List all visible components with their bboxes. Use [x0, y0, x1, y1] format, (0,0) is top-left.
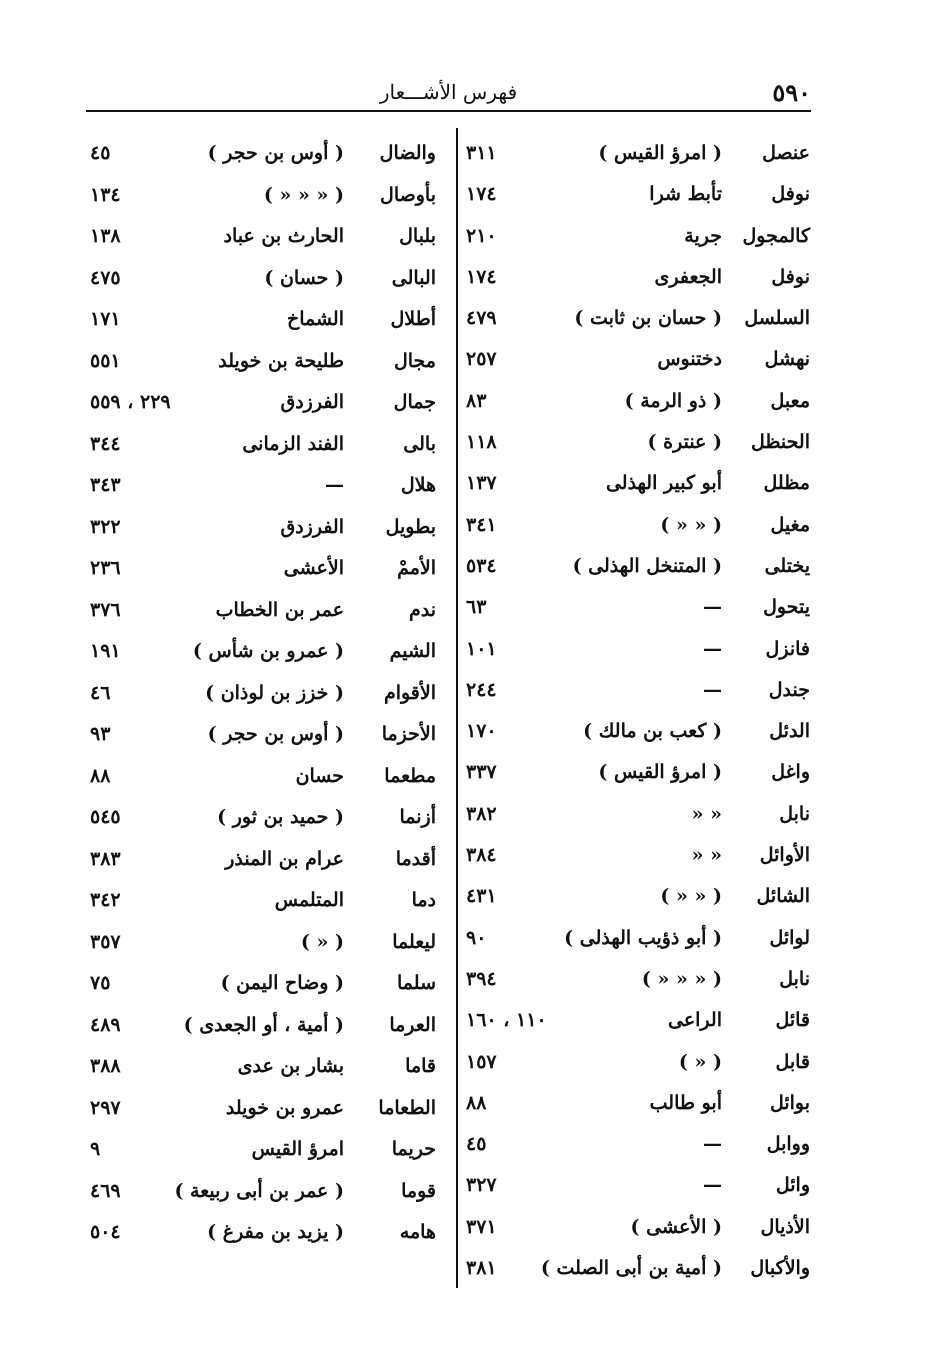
poet-name: — — [703, 678, 722, 701]
poet-name: تأبط شرا — [649, 183, 722, 206]
rhyme-word: أقدما — [395, 847, 436, 870]
rhyme-word: قاما — [405, 1055, 436, 1077]
rhyme-word: بالى — [403, 432, 436, 455]
rhyme-word: أطلال — [390, 308, 436, 330]
rhyme-word: واغل — [771, 761, 810, 784]
page-reference: ١٧٤ — [466, 183, 497, 206]
rhyme-word: يختلى — [764, 554, 810, 577]
index-entry — [460, 505, 810, 546]
page-reference: ٣٤١ — [466, 513, 497, 536]
rhyme-word: نابل — [779, 802, 810, 825]
page-reference: ٣٨٨ — [90, 1055, 121, 1077]
index-entry — [86, 1129, 436, 1171]
rhyme-word: مظلل — [763, 472, 810, 495]
index-entry — [460, 133, 810, 174]
rhyme-word: الدئل — [769, 720, 810, 743]
page-reference: ٦٣ — [466, 596, 487, 619]
poet-name: ( « « « ) — [641, 967, 722, 990]
index-entry — [86, 465, 436, 507]
rhyme-word: فانزل — [765, 637, 810, 660]
poet-name: دختنوس — [657, 348, 722, 371]
page-reference: ٣١١ — [466, 142, 497, 164]
page-reference: ٥٣٤ — [466, 554, 497, 577]
poet-name: ( أوس بن حجر ) — [207, 723, 344, 745]
page-reference: ٤٧٩ — [466, 307, 497, 330]
rhyme-word: الأقوام — [383, 681, 436, 704]
poet-name: — — [703, 1133, 722, 1156]
rhyme-word: ليعلما — [392, 930, 436, 953]
index-entry — [460, 835, 810, 876]
poet-name: عمر بن الخطاب — [215, 598, 344, 621]
index-entry — [86, 424, 436, 466]
poet-name: — — [325, 474, 344, 496]
rhyme-word: هامه — [399, 1221, 436, 1243]
poet-name: الشماخ — [286, 308, 344, 330]
header-rule — [86, 110, 811, 112]
page-number: ٥٩٠ — [772, 78, 811, 107]
index-entry — [460, 794, 810, 835]
index-entry — [460, 1083, 810, 1124]
poet-name: ( حسان ) — [264, 266, 344, 289]
index-entry — [86, 299, 436, 341]
poet-name: ( كعب بن مالك ) — [583, 720, 722, 743]
page-reference: ٢٢٩ ، ٥٥٩ — [90, 391, 171, 413]
index-entry — [460, 1000, 810, 1041]
index-entry — [460, 629, 810, 670]
page-reference: ١٧٠ — [466, 720, 497, 743]
page-reference: ٣٨٣ — [90, 847, 121, 870]
page-reference: ٤٧٥ — [90, 266, 121, 289]
page-reference: ٣٩٤ — [466, 967, 497, 990]
rhyme-word: عنصل — [762, 142, 810, 164]
page-reference: ٣٢٢ — [90, 515, 121, 538]
page-reference: ٣٧١ — [466, 1215, 497, 1238]
page-reference: ١٥٧ — [466, 1050, 497, 1073]
page-reference: ٣٨١ — [466, 1257, 497, 1280]
rhyme-word: الشائل — [756, 885, 810, 908]
index-entry — [86, 673, 436, 715]
index-entry — [460, 298, 810, 339]
poet-name: ( عمر بن أبى ربيعة ) — [174, 1179, 344, 1202]
index-entry — [460, 174, 810, 215]
page-reference: ٣٧٦ — [90, 598, 121, 621]
page-reference: ٣٣٧ — [466, 761, 497, 784]
rhyme-word: نهشل — [764, 348, 810, 371]
poet-name: ( وضاح اليمن ) — [220, 972, 344, 994]
poet-name: — — [703, 1174, 722, 1197]
index-entry — [460, 1124, 810, 1165]
page-reference: ٤٣١ — [466, 885, 497, 908]
poet-name: ( « ) — [678, 1050, 722, 1073]
index-entry — [86, 797, 436, 839]
page-reference: ٢٩٧ — [90, 1096, 121, 1119]
rhyme-word: حريما — [391, 1138, 436, 1160]
poet-name: ( « « « ) — [263, 183, 344, 206]
index-entry — [86, 880, 436, 922]
poet-name: حسان — [295, 764, 344, 787]
rhyme-word: معبل — [770, 389, 810, 412]
poet-name: « « — [691, 844, 722, 867]
index-entry — [86, 258, 436, 300]
rhyme-word: جمال — [393, 391, 436, 413]
page-reference: ٩٠ — [466, 926, 487, 949]
poet-name: عرام بن المنذر — [225, 847, 344, 870]
rhyme-word: الأممْ — [397, 557, 436, 579]
poet-name: جرية — [684, 224, 722, 247]
page-reference: ٣٢٧ — [466, 1174, 497, 1197]
index-entry — [86, 216, 436, 258]
rhyme-word: نوفل — [771, 265, 810, 288]
rhyme-word: الطعاما — [378, 1096, 436, 1119]
index-entry — [86, 382, 436, 424]
page-reference: ١٣٧ — [466, 472, 497, 495]
page-header — [86, 78, 811, 110]
poet-name: أبو كبير الهذلى — [605, 472, 722, 495]
rhyme-word: بأوصال — [380, 183, 436, 206]
index-entry — [86, 1088, 436, 1130]
rhyme-word: لوائل — [769, 926, 810, 949]
index-entry — [86, 756, 436, 798]
poet-name: طليحة بن خويلد — [218, 349, 344, 372]
page-reference: ٣٤٣ — [90, 474, 121, 496]
rhyme-word: مغيل — [770, 513, 810, 536]
page-reference: ١١٠ ، ١٦٠ — [466, 1009, 547, 1032]
page-reference: ٣٨٤ — [466, 844, 497, 867]
rhyme-word: الشيم — [389, 640, 436, 662]
index-entry — [460, 463, 810, 504]
index-entry — [86, 133, 436, 175]
index-column-right — [460, 133, 810, 1289]
poet-name: ( الأعشى ) — [630, 1215, 722, 1238]
index-entry — [460, 381, 810, 422]
index-entry — [86, 714, 436, 756]
page-reference: ٤٨٩ — [90, 1013, 121, 1036]
page-reference: ٤٥ — [466, 1133, 487, 1156]
poet-name: ( « « ) — [660, 513, 722, 536]
page-reference: ٨٣ — [466, 389, 487, 412]
index-entry — [86, 631, 436, 673]
index-entry — [460, 752, 810, 793]
poet-name: الأعشى — [283, 557, 344, 579]
index-entry — [460, 1248, 810, 1289]
page-reference: ١٧١ — [90, 308, 121, 330]
rhyme-word: هلال — [400, 474, 436, 496]
page-reference: ٥٥١ — [90, 349, 121, 372]
rhyme-word: بلبال — [399, 225, 436, 247]
page-reference: ١٣٨ — [90, 225, 121, 247]
poet-name: « « — [691, 802, 722, 825]
poet-name: أبو طالب — [649, 1091, 722, 1114]
running-title: فهرس الأشـــعار — [379, 80, 518, 104]
poet-name: عمرو بن خويلد — [225, 1096, 344, 1119]
index-entry — [460, 1165, 810, 1206]
poet-name: الفند الزمانى — [242, 432, 344, 455]
page-reference: ٥٠٤ — [90, 1221, 121, 1243]
poet-name: ( « « ) — [660, 885, 722, 908]
rhyme-word: قوما — [401, 1179, 436, 1202]
index-entry — [86, 341, 436, 383]
poet-name: بشار بن عدى — [237, 1055, 344, 1077]
rhyme-word: الأذيال — [760, 1215, 810, 1238]
index-entry — [86, 590, 436, 632]
index-entry — [460, 876, 810, 917]
index-entry — [460, 546, 810, 587]
page-reference: ١٧٤ — [466, 265, 497, 288]
page-reference: ٢٤٤ — [466, 678, 497, 701]
index-entry — [86, 507, 436, 549]
page-reference: ٨٨ — [90, 764, 111, 787]
poet-name: الحارث بن عباد — [223, 225, 344, 247]
page-reference: ٣٤٤ — [90, 432, 121, 455]
poet-name: الراعى — [667, 1009, 722, 1032]
page-reference: ٤٥ — [90, 142, 111, 164]
poet-name: ( ذو الرمة ) — [624, 389, 722, 412]
column-divider — [456, 128, 458, 1288]
poet-name: ( أمية ، أو الجعدى ) — [183, 1013, 344, 1036]
page-reference: ٧٥ — [90, 972, 111, 994]
rhyme-word: جندل — [768, 678, 810, 701]
page-reference: ٤٦٩ — [90, 1179, 121, 1202]
page-reference: ٢٥٧ — [466, 348, 497, 371]
index-entry — [86, 548, 436, 590]
index-entry — [460, 216, 810, 257]
poet-name: ( خزز بن لوذان ) — [205, 681, 344, 704]
rhyme-word: سلما — [397, 972, 436, 994]
rhyme-word: قائل — [775, 1009, 810, 1032]
index-entry — [460, 587, 810, 628]
poet-name: الفرزدق — [280, 391, 344, 413]
rhyme-word: العرما — [389, 1013, 436, 1036]
page-reference: ١٩١ — [90, 640, 121, 662]
index-entry — [86, 1212, 436, 1254]
rhyme-word: نوفل — [771, 183, 810, 206]
rhyme-word: ووابل — [766, 1133, 810, 1156]
poet-name: ( أبو ذؤيب الهذلى ) — [564, 926, 722, 949]
poet-name: ( أمية بن أبى الصلت ) — [540, 1257, 722, 1280]
poet-name: ( امرؤ القيس ) — [598, 142, 722, 164]
poet-name: ( عمرو بن شأس ) — [192, 640, 344, 662]
rhyme-word: بوائل — [769, 1091, 810, 1114]
index-entry — [460, 959, 810, 1000]
index-entry — [86, 963, 436, 1005]
rhyme-word: مطعما — [384, 764, 436, 787]
rhyme-word: بطويل — [385, 515, 436, 538]
page-reference: ١٣٤ — [90, 183, 121, 206]
index-entry — [460, 257, 810, 298]
rhyme-word: الحنظل — [750, 431, 810, 454]
index-entry — [460, 1207, 810, 1248]
poet-name: ( يزيد بن مفرغ ) — [207, 1221, 344, 1243]
index-entry — [86, 839, 436, 881]
rhyme-word: يتحول — [763, 596, 810, 619]
page-reference: ٣٨٢ — [466, 802, 497, 825]
page-reference: ٢٣٦ — [90, 557, 121, 579]
rhyme-word: ندم — [408, 598, 436, 621]
poet-name: ( حميد بن ثور ) — [217, 806, 344, 828]
poet-name: الفرزدق — [280, 515, 344, 538]
poet-name: ( امرؤ القيس ) — [598, 761, 722, 784]
page-reference: ٨٨ — [466, 1091, 487, 1114]
rhyme-word: البالى — [391, 266, 436, 289]
poet-name: — — [703, 637, 722, 660]
rhyme-word: أزنما — [399, 806, 436, 828]
page-reference: ١١٨ — [466, 431, 497, 454]
index-entry — [86, 175, 436, 217]
index-entry — [460, 711, 810, 752]
index-entry — [460, 339, 810, 380]
poet-name: المتلمس — [274, 889, 344, 911]
rhyme-word: والضال — [379, 142, 436, 164]
rhyme-word: قابل — [775, 1050, 810, 1073]
page-reference: ٤٦ — [90, 681, 111, 704]
index-entry — [460, 1042, 810, 1083]
poet-name: امرؤ القيس — [251, 1138, 344, 1160]
index-entry — [86, 922, 436, 964]
index-entry — [86, 1046, 436, 1088]
rhyme-word: نابل — [779, 967, 810, 990]
poet-name: ( « ) — [300, 930, 344, 953]
poet-name: ( أوس بن حجر ) — [207, 142, 344, 164]
index-entry — [460, 670, 810, 711]
page-reference: ٣٤٢ — [90, 889, 121, 911]
page-reference: ٣٥٧ — [90, 930, 121, 953]
index-column-left — [86, 133, 436, 1254]
rhyme-word: دما — [411, 889, 436, 911]
index-entry — [460, 422, 810, 463]
index-entry — [86, 1005, 436, 1047]
rhyme-word: والأكبال — [750, 1257, 810, 1280]
poet-name: — — [703, 596, 722, 619]
rhyme-word: مجال — [393, 349, 436, 372]
page-reference: ٩٣ — [90, 723, 111, 745]
rhyme-word: السلسل — [744, 307, 810, 330]
rhyme-word: وائل — [775, 1174, 810, 1197]
poet-name: ( حسان بن ثابت ) — [574, 307, 722, 330]
rhyme-word: الأوائل — [759, 844, 810, 867]
page-reference: ١٠١ — [466, 637, 497, 660]
index-entry — [460, 918, 810, 959]
page-reference: ٥٤٥ — [90, 806, 121, 828]
page-reference: ٢١٠ — [466, 224, 497, 247]
page-reference: ٩ — [90, 1138, 101, 1160]
rhyme-word: كالمجول — [742, 224, 810, 247]
poet-name: ( عنترة ) — [647, 431, 722, 454]
poet-name: ( المتنخل الهذلى ) — [572, 554, 722, 577]
poet-name: الجعفرى — [654, 265, 722, 288]
index-entry — [86, 1171, 436, 1213]
rhyme-word: الأحزما — [381, 723, 436, 745]
